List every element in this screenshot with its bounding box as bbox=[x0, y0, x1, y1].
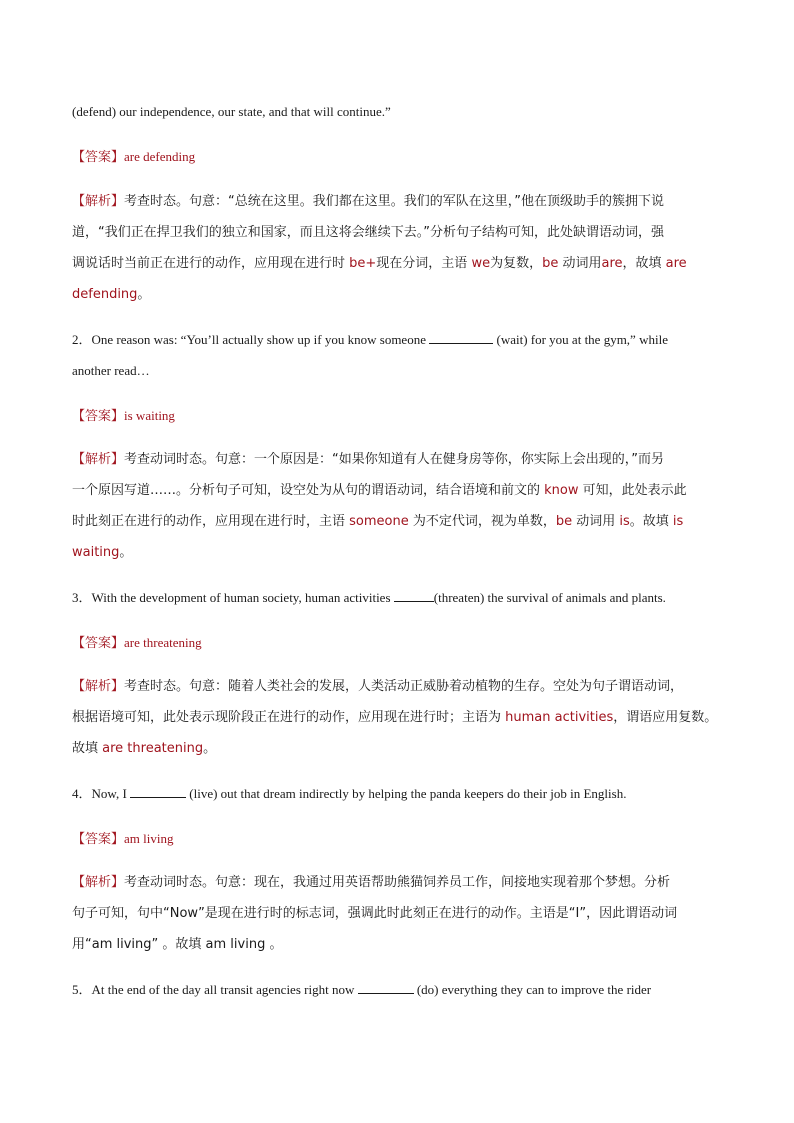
answer-text: am living bbox=[124, 831, 174, 846]
answer-label: 【答案】 bbox=[72, 409, 125, 424]
answer-label: 【答案】 bbox=[72, 150, 125, 165]
analysis-label: 【解析】 bbox=[72, 194, 125, 209]
q3-answer bbox=[72, 627, 732, 659]
answer-label: 【答案】 bbox=[72, 636, 125, 651]
q1-answer bbox=[72, 141, 732, 173]
q2-answer bbox=[72, 400, 732, 432]
answer-blank[interactable] bbox=[130, 785, 186, 798]
answer-blank[interactable] bbox=[358, 981, 414, 994]
answer-text: are threatening bbox=[124, 635, 202, 650]
answer-text: are defending bbox=[124, 149, 196, 164]
analysis-label: 【解析】 bbox=[72, 452, 125, 467]
answer-text: is waiting bbox=[124, 408, 175, 423]
analysis-label: 【解析】 bbox=[72, 679, 125, 694]
question-4: 4．Now, I (live) out that dream indirectly by helping the panda keepers do their job in English. bbox=[72, 786, 627, 801]
answer-label: 【答案】 bbox=[72, 832, 125, 847]
question-number: 4． bbox=[72, 786, 92, 801]
intro-tail: (defend) our independence, our state, and that will continue.” bbox=[72, 104, 391, 119]
answer-blank[interactable] bbox=[429, 331, 493, 344]
document-page: (defend) our independence, our state, and that will continue.” 【答案】are defending 【解析】考查时态。句意：“总统在这里。我们都在这里。我们的军队在这里，”他在顶级助手的簇拥下说 道，“我们正在捍卫我们的独立和国家，而且这将会继续下去。”分析句子结构可知，此处缺谓语动词，强 调说话时当前正在进行的动作，应用现在进行时 be+现在分词，主语 we为复数，be 动词用are，故填 are defending。 2．One reason was: “You’ll actually show up if you know someone (wait) for you at the gym,” while another read… 【答案】is waiting 【解析】考查动词时态。句意：一个原因是：“如果你知道有人在健身房等你，你实际上会出现的，”而另 一个原因写道……。分析句子可知，设空处为从句的谓语动词，结合语境和前文的 know 可知，此处表示此 时此刻正在进行的动作，应用现在进行时，主语 someone 为不定代词，视为单数，be 动词用 is。故填 is waiting。 3．With the development of human society, human activities (threaten) the survival of animals and plants. 【答案】are threatening 【解析】考查时态。句意：随着人类社会的发展，人类活动正威胁着动植物的生存。空处为句子谓语动词， 根据语境可知，此处表示现阶段正在进行的动作，应用现在进行时；主语为 human activities，谓语应用复数。 故填 are threatening。 4．Now, I (live) out that dream indirectly by helping the panda keepers do their job in English. 【答案】am living 【解析】考查动词时态。句意：现在，我通过用英语帮助熊猫饲养员工作，间接地实现着那个梦想。分析 句子可知，句中“Now”是现在进行时的标志词，强调此时此刻正在进行的动作。主语是“I”，因此谓语动词 用“am living” 。故填 am living 。 5．At the end of the day all transit agencies right now (do) everything they can to improve the rider bbox=[0, 0, 794, 1123]
question-number: 3． bbox=[72, 590, 92, 605]
question-number: 5． bbox=[72, 982, 92, 997]
question-3: 3．With the development of human society, human activities (threaten) the survival of animals and plants. bbox=[72, 590, 666, 605]
question-5: 5．At the end of the day all transit agencies right now (do) everything they can to improve the rider bbox=[72, 982, 652, 997]
answer-blank[interactable] bbox=[394, 589, 434, 602]
q4-answer bbox=[72, 823, 732, 855]
question-number: 2． bbox=[72, 332, 92, 347]
analysis-label: 【解析】 bbox=[72, 875, 125, 890]
